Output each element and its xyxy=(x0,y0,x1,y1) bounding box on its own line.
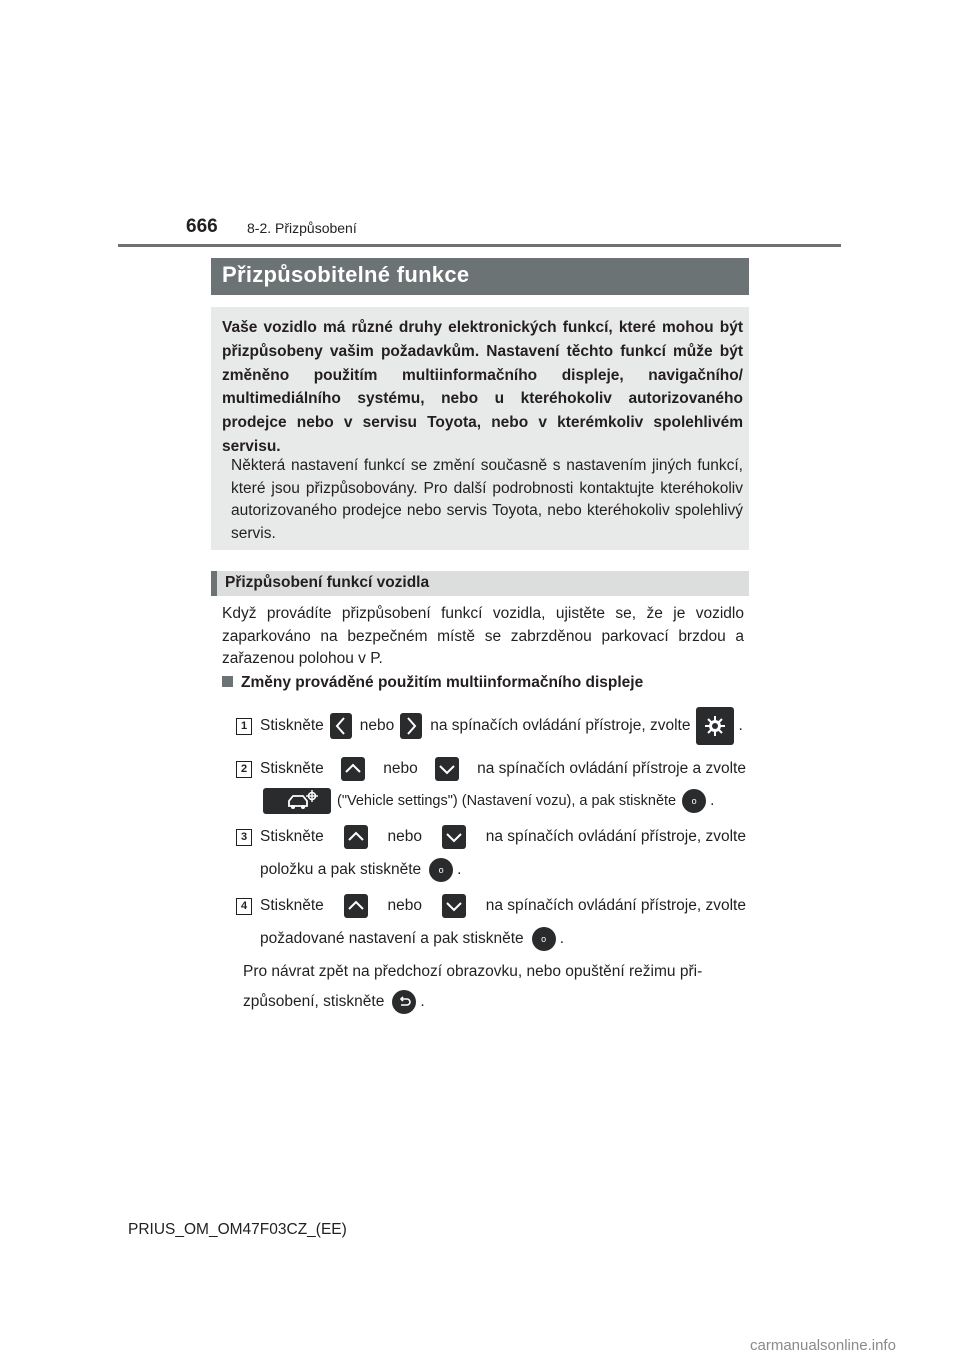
step-2-rest-text: na spínačích ovládání přístroje a zvolte xyxy=(477,760,746,777)
step-2-or-text: nebo xyxy=(383,760,418,777)
step-3-press-text: Stiskněte xyxy=(260,828,324,845)
return-note-line-1: Pro návrat zpět na předchozí obrazovku, nebo opuštění režimu při- xyxy=(243,963,703,980)
left-arrow-icon xyxy=(330,713,352,739)
ok-button-icon xyxy=(429,858,453,882)
down-arrow-icon xyxy=(442,825,466,849)
step-number-4: 4 xyxy=(236,898,252,915)
bullet-heading xyxy=(222,674,643,692)
step-4-line-1 xyxy=(260,892,746,920)
step-3-or-text: nebo xyxy=(387,828,422,845)
step-4-line-2-text: požadované nastavení a pak stiskněte xyxy=(260,930,524,947)
step-3-end: . xyxy=(457,861,462,878)
step-4-or-text: nebo xyxy=(387,897,422,914)
subheading-text: Přizpůsobení funkcí vozidla xyxy=(225,574,430,591)
subheading-bar xyxy=(211,571,749,596)
return-note-line-2-text: způsobení, stiskněte xyxy=(243,993,385,1010)
up-arrow-icon xyxy=(341,757,365,781)
step-3-line-2 xyxy=(260,855,461,885)
step-1-line xyxy=(260,712,743,740)
bullet-heading-text: Změny prováděné použitím multiinformačního displeje xyxy=(241,674,644,691)
ok-button-icon xyxy=(682,789,706,813)
intro-note: Některá nastavení funkcí se změní současně s nastavením jiných funkcí, které jsou přizpůsobovány. Pro další podrobnosti kontaktujte kteréhokoliv autorizovaného prodejce nebo servis Toyota, nebo kteréhokoliv spolehlivý servis. xyxy=(231,457,743,542)
down-arrow-icon xyxy=(442,894,466,918)
step-1-press-text: Stiskněte xyxy=(260,717,324,734)
up-arrow-icon xyxy=(344,894,368,918)
header-rule xyxy=(118,244,841,247)
up-arrow-icon xyxy=(344,825,368,849)
step-3-line-2-text: položku a pak stiskněte xyxy=(260,861,422,878)
vehicle-settings-icon xyxy=(263,788,331,814)
ok-button-label: o xyxy=(541,934,547,944)
step-number-1: 1 xyxy=(236,718,252,735)
step-3-line-1 xyxy=(260,823,746,851)
step-2-press-text: Stiskněte xyxy=(260,760,324,777)
ok-button-icon xyxy=(532,927,556,951)
return-note-end: . xyxy=(420,993,425,1010)
back-button-icon xyxy=(392,990,416,1014)
section-reference: 8-2. Přizpůsobení xyxy=(247,220,357,236)
step-2-line-2-text: ("Vehicle settings") (Nastavení vozu), a pak stiskněte xyxy=(337,793,677,809)
step-2-line-1 xyxy=(260,755,746,783)
step-4-end: . xyxy=(559,930,564,947)
body-paragraph: Když provádíte přizpůsobení funkcí vozidla, ujistěte se, že je vozidlo zaparkováno na bezpečném místě se zabrzděnou parkovací brzdou a zařazenou polohou v P. xyxy=(222,605,744,667)
watermark: carmanualsonline.info xyxy=(750,1337,896,1354)
bullet-square-icon xyxy=(222,676,233,687)
step-1-end: . xyxy=(738,717,743,734)
subheading-accent xyxy=(211,571,217,596)
page-title: Přizpůsobitelné funkce xyxy=(222,262,470,287)
intro-box xyxy=(211,307,749,550)
step-3-rest-text: na spínačích ovládání přístroje, zvolte xyxy=(485,828,746,845)
step-2-line-2 xyxy=(263,787,714,815)
return-note-line-2 xyxy=(243,987,425,1017)
step-4-line-2 xyxy=(260,924,564,954)
ok-button-label: o xyxy=(438,865,444,875)
step-2-end: . xyxy=(710,792,715,809)
step-4-rest-text: na spínačích ovládání přístroje, zvolte xyxy=(485,897,746,914)
step-4-press-text: Stiskněte xyxy=(260,897,324,914)
step-number-3: 3 xyxy=(236,829,252,846)
right-arrow-icon xyxy=(400,713,422,739)
title-bar xyxy=(211,258,749,295)
step-1-rest-text: na spínačích ovládání přístroje, zvolte xyxy=(430,717,691,734)
page-number: 666 xyxy=(186,216,218,237)
settings-gear-icon xyxy=(696,707,734,745)
step-1-or-text: nebo xyxy=(359,717,395,734)
ok-button-label: o xyxy=(691,796,697,806)
intro-text: Vaše vozidlo má různé druhy elektronických funkcí, které mohou být přizpůsobeny vašim požadavkům. Nastavení těchto funkcí může být změněno použitím multiinformačního displeje, navigačního/ multimediálního systému, nebo u kteréhokoliv autorizovaného prodejce nebo v servisu Toyota, nebo v kterémkoliv spolehlivém servisu. xyxy=(222,319,743,455)
footer-doc-id: PRIUS_OM_OM47F03CZ_(EE) xyxy=(128,1221,347,1238)
step-number-2: 2 xyxy=(236,761,252,778)
down-arrow-icon xyxy=(435,757,459,781)
